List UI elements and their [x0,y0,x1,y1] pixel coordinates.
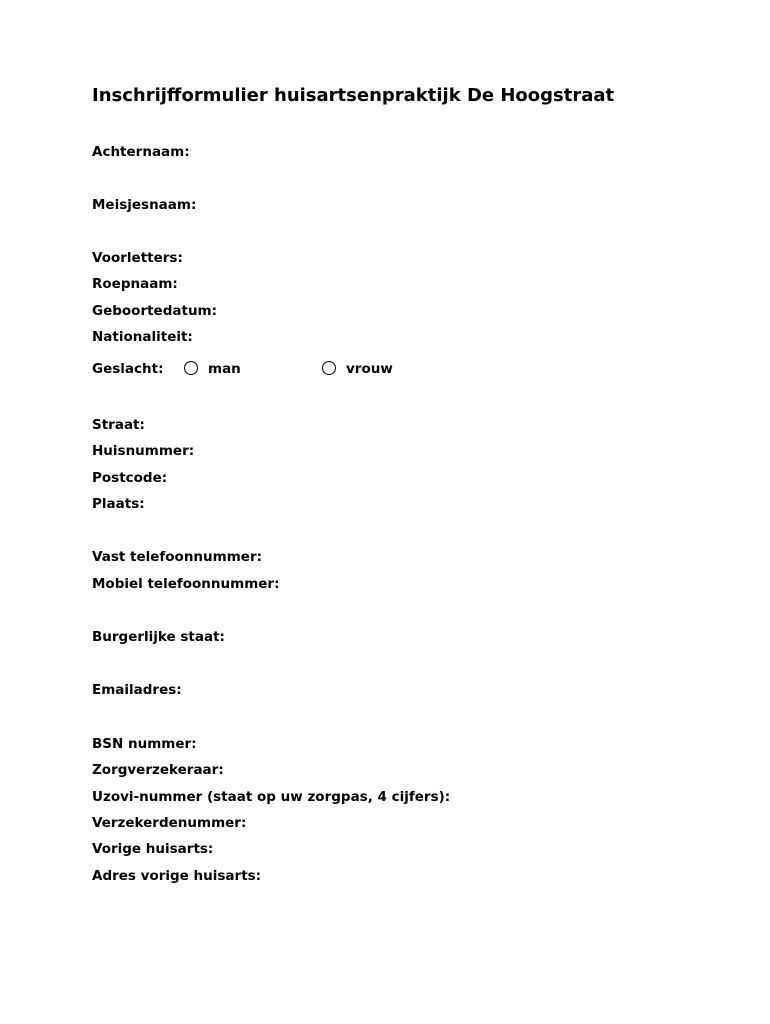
field-zorgverzekeraar: Zorgverzekeraar: [92,762,224,778]
form-title: Inschrijfformulier huisartsenpraktijk De Hoogstraat [92,85,615,106]
field-straat: Straat: [92,417,145,433]
field-vorige-huisarts: Vorige huisarts: [92,841,214,857]
field-roepnaam: Roepnaam: [92,276,178,292]
field-emailadres: Emailadres: [92,682,182,698]
field-verzekerdenummer: Verzekerdenummer: [92,815,247,831]
field-bsn: BSN nummer: [92,736,197,752]
field-postcode: Postcode: [92,470,168,486]
field-huisnummer: Huisnummer: [92,443,195,459]
field-meisjesnaam: Meisjesnaam: [92,197,197,213]
field-mobiel-telefoon: Mobiel telefoonnummer: [92,576,280,592]
radio-man-label[interactable]: man [208,361,241,377]
radio-man-icon[interactable] [184,361,198,375]
field-adres-vorige-huisarts: Adres vorige huisarts: [92,868,262,884]
field-vast-telefoon: Vast telefoonnummer: [92,549,263,565]
field-burgerlijke-staat: Burgerlijke staat: [92,629,225,645]
field-plaats: Plaats: [92,496,145,512]
gender-row [92,360,492,380]
field-uzovi: Uzovi-nummer (staat op uw zorgpas, 4 cijfers): [92,789,451,805]
radio-vrouw-label[interactable]: vrouw [346,361,393,377]
field-voorletters: Voorletters: [92,250,183,266]
field-achternaam: Achternaam: [92,144,190,160]
gender-label: Geslacht: [92,361,164,377]
field-geboortedatum: Geboortedatum: [92,303,218,319]
field-nationaliteit: Nationaliteit: [92,329,193,345]
radio-vrouw-icon[interactable] [322,361,336,375]
